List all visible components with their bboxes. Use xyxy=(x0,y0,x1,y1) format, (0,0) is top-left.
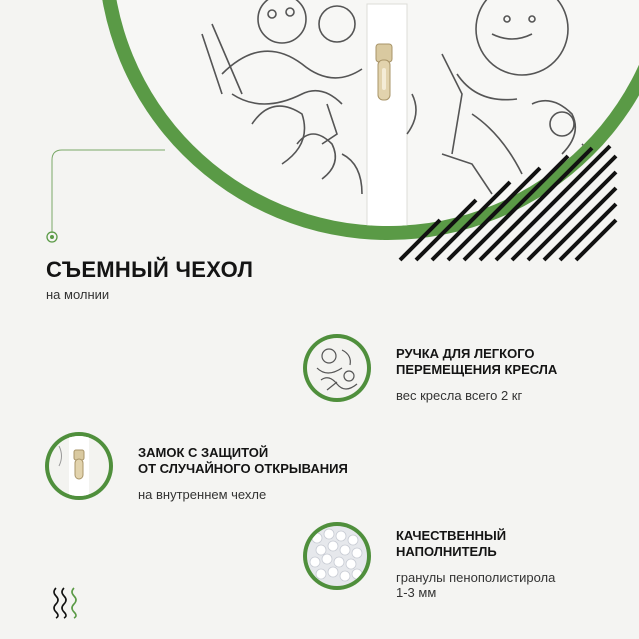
foam-granules-icon xyxy=(307,526,367,586)
feature-title-line2: ОТ СЛУЧАЙНОГО ОТКРЫВАНИЯ xyxy=(138,461,348,476)
feature-title-line1: РУЧКА ДЛЯ ЛЕГКОГО xyxy=(396,346,535,361)
feature-title-line2: ПЕРЕМЕЩЕНИЯ КРЕСЛА xyxy=(396,362,558,377)
connector-line xyxy=(40,148,170,248)
diagonal-stripes-icon xyxy=(380,140,620,270)
zipper-icon xyxy=(49,436,109,496)
feature-lock xyxy=(138,445,348,502)
feature-desc: вес кресла всего 2 кг xyxy=(396,388,523,403)
page-subtitle: на молнии xyxy=(46,287,110,302)
feature-desc-line1: гранулы пенополистирола xyxy=(396,570,556,585)
feature-thumb-handle xyxy=(303,334,371,402)
wavy-lines-icon xyxy=(50,586,84,620)
sketch-fabric-icon xyxy=(307,338,367,398)
feature-title-line1: КАЧЕСТВЕННЫЙ xyxy=(396,528,507,543)
feature-thumb-filler xyxy=(303,522,371,590)
feature-thumb-zipper xyxy=(45,432,113,500)
page-title: СЪЕМНЫЙ ЧЕХОЛ xyxy=(46,257,254,282)
feature-title-line2: НАПОЛНИТЕЛЬ xyxy=(396,544,497,559)
feature-desc: на внутреннем чехле xyxy=(138,487,267,502)
feature-filler xyxy=(396,528,555,600)
feature-handle xyxy=(396,346,557,403)
feature-title-line1: ЗАМОК С ЗАЩИТОЙ xyxy=(138,445,269,460)
feature-desc-line2: 1-3 мм xyxy=(396,585,437,600)
